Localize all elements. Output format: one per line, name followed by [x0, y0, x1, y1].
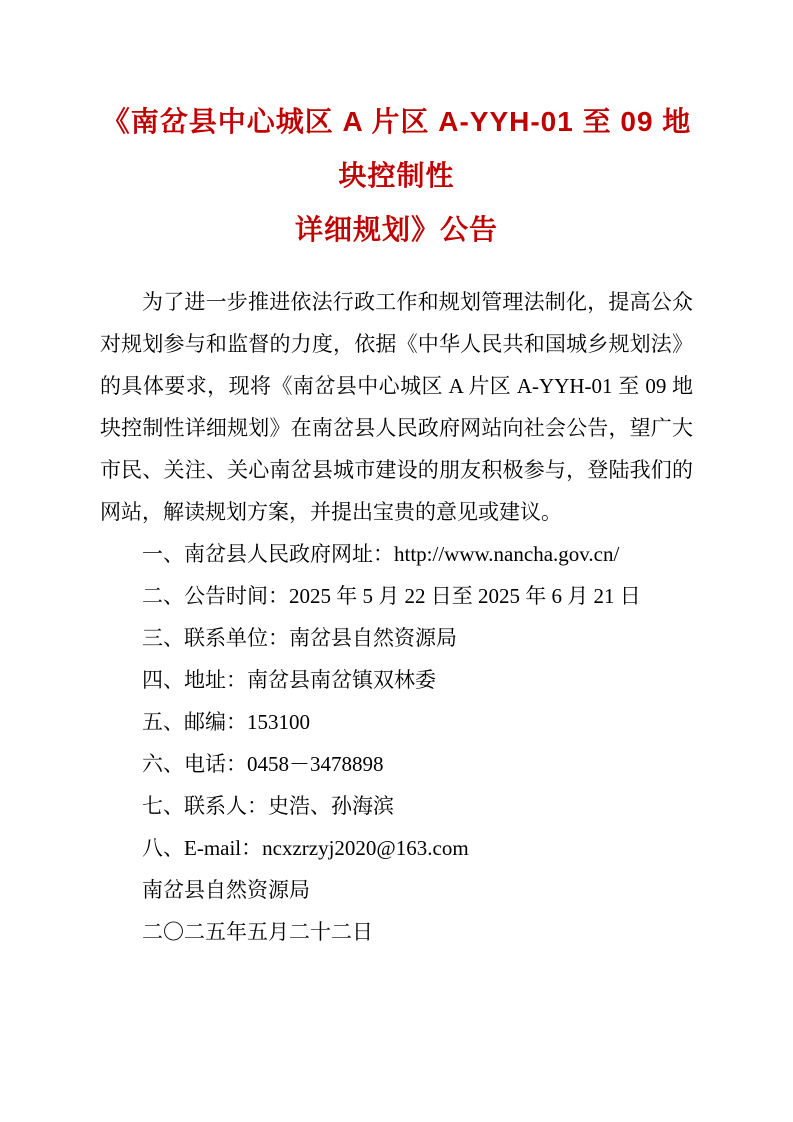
list-item-contact-unit: 三、联系单位：南岔县自然资源局 [142, 626, 457, 650]
signature-org: 南岔县自然资源局 [142, 878, 310, 902]
document-title [100, 95, 693, 257]
list-item-contact-person: 七、联系人：史浩、孙海滨 [142, 794, 394, 818]
list-item-postal-code: 五、邮编：153100 [142, 710, 310, 734]
intro-paragraph: 为了进一步推进依法行政工作和规划管理法制化，提高公众对规划参与和监督的力度，依据《中华人民共和国城乡规划法》的具体要求，现将《南岔县中心城区 A 片区 A-YYH-01 至 09 地块控制性详细规划》在南岔县人民政府网站向社会公告，望广大市民、关注、关心南岔县城市建设的朋友积极参与，登陆我们的网站，解读规划方案，并提出宝贵的意见或建议。 [100, 290, 693, 524]
list-item-announcement-period: 二、公告时间：2025 年 5 月 22 日至 2025 年 6 月 21 日 [142, 584, 641, 608]
list-item-gov-website: 一、南岔县人民政府网址：http://www.nancha.gov.cn/ [142, 542, 620, 566]
document-title-line-2: 详细规划》公告 [294, 214, 498, 245]
list-item-email: 八、E-mail：ncxzrzyj2020@163.com [142, 836, 469, 860]
signature-date: 二〇二五年五月二十二日 [142, 920, 373, 944]
list-item-phone: 六、电话：0458－3478898 [142, 752, 384, 776]
document-title-line-1: 《南岔县中心城区 A 片区 A-YYH-01 至 09 地块控制性 [101, 106, 692, 191]
list-item-address: 四、地址：南岔县南岔镇双林委 [142, 668, 436, 692]
